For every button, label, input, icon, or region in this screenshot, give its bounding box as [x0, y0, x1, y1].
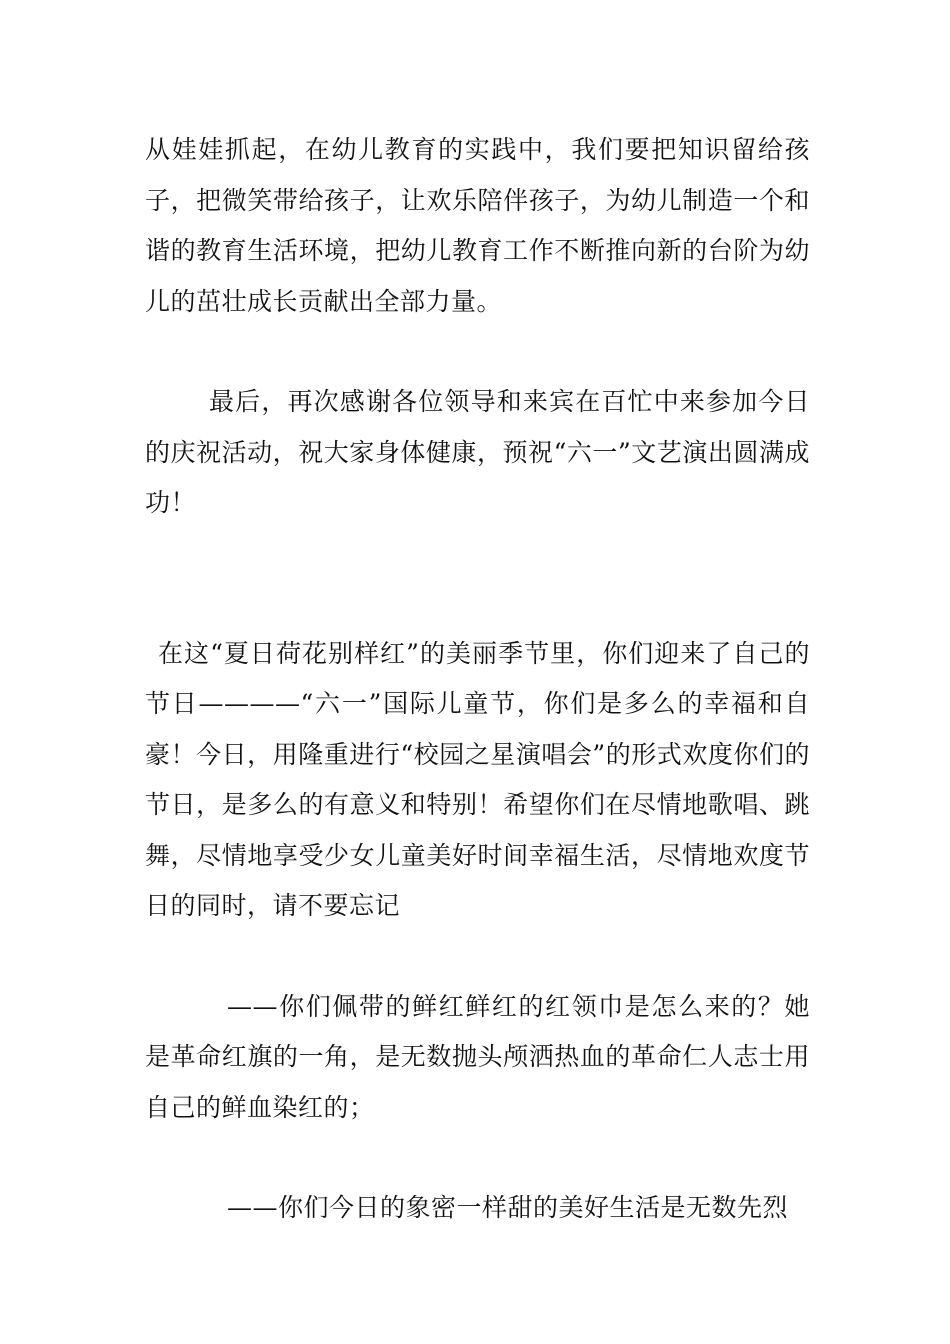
paragraph-thanks: 最后，再次感谢各位领导和来宾在百忙中来参加今日的庆祝活动，祝大家身体健康，预祝“六一”文艺演出圆满成功！ [145, 387, 810, 517]
paragraph-childrens-day: 在这“夏日荷花别样红”的美丽季节里，你们迎来了自己的节日————“六一”国际儿童节，你们是多么的幸福和自豪！今日，用隆重进行“校园之星演唱会”的形式欢度你们的节日，是多么的有意义和特别！希望你们在尽情地歌唱、跳舞，尽情地享受少女儿童美好时间幸福生活，尽情地欢度节日的同时，请不要忘记 [145, 638, 810, 920]
document-page [145, 125, 810, 1234]
paragraph-sweet-life: ——你们今日的象密一样甜的美好生活是无数先烈 [227, 1193, 789, 1222]
paragraph-red-scarf: ——你们佩带的鲜红鲜红的红领巾是怎么来的？她是革命红旗的一角，是无数抛头颅洒热血的革命仁人志士用自己的鲜血染红的； [145, 991, 810, 1122]
paragraph-education: 从娃娃抓起，在幼儿教育的实践中，我们要把知识留给孩子，把微笑带给孩子，让欢乐陪伴孩子，为幼儿制造一个和谐的教育生活环境，把幼儿教育工作不断推向新的台阶为幼儿的茁壮成长贡献出全部力量。 [145, 135, 810, 316]
